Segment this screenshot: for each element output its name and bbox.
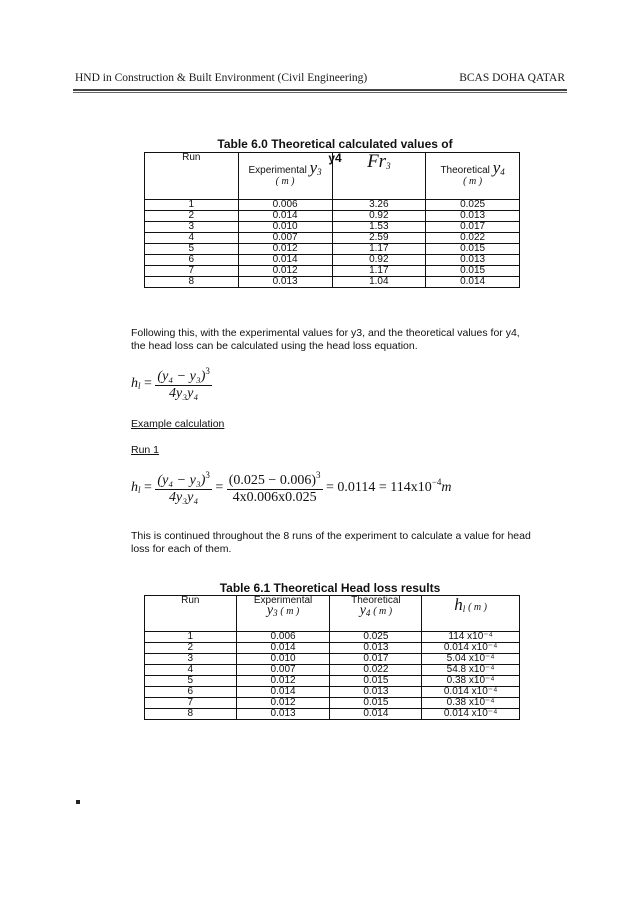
eq1-denominator: 4y₃y₄: [169, 386, 199, 401]
eq1-fraction: [155, 366, 211, 402]
table-cell: 0.012: [236, 676, 330, 687]
table1-theo-subscript: 4: [500, 167, 505, 177]
eq1-exponent: 3: [205, 366, 210, 376]
paragraph-continuation: This is continued throughout the 8 runs of the experiment to calculate a value for head loss for each of them.: [131, 530, 531, 555]
eq2-lhs-sub: l: [138, 485, 141, 496]
table2-theo-label: Theoretical: [351, 595, 401, 606]
table-row: [145, 244, 520, 255]
table-cell: 0.013: [426, 211, 520, 222]
table1-run-label: Run: [182, 152, 201, 163]
table-row: [145, 698, 520, 709]
table1-theo-unit: ( m ): [463, 176, 483, 187]
table-cell: 5: [145, 676, 237, 687]
table-row: [145, 211, 520, 222]
table-cell: 0.012: [238, 244, 332, 255]
table-row: [145, 643, 520, 654]
table-cell: 1: [145, 200, 239, 211]
table-cell: 8: [145, 709, 237, 720]
header-rule-thick: [73, 89, 567, 91]
table2: [144, 595, 520, 720]
table2-hl-unit: ( m ): [468, 602, 487, 613]
table-cell: 0.015: [330, 698, 422, 709]
table1-theo-symbol: y: [492, 158, 501, 177]
example-calculation-label: Example calculation: [131, 418, 225, 430]
table-cell: 2: [145, 211, 239, 222]
table-cell: 0.013: [330, 687, 422, 698]
eq2-result-exponent: −4: [431, 477, 442, 488]
bullet-marker: [76, 800, 80, 804]
table1-exp-subscript: 3: [317, 167, 322, 177]
table-cell: 0.014 x10⁻⁴: [422, 687, 520, 698]
table1-header-fr: [332, 153, 426, 200]
table-cell: 0.015: [426, 266, 520, 277]
table-cell: 0.013: [238, 277, 332, 288]
eq2-num-numerator: (0.025 − 0.006): [228, 473, 316, 488]
table-row: [145, 687, 520, 698]
head-loss-equation: $h_l$ = $\frac{(y_4 - y_3)^3}{\text{4y₃y₄}}$: [131, 366, 210, 401]
table-cell: 0.007: [236, 665, 330, 676]
eq2-numeric-fraction: [227, 470, 323, 506]
table-cell: 0.015: [426, 244, 520, 255]
table-row: [145, 665, 520, 676]
table-cell: 0.010: [236, 654, 330, 665]
table-cell: 2.59: [332, 233, 426, 244]
table-row: [145, 200, 520, 211]
table-row: [145, 222, 520, 233]
eq2-num-exponent: 3: [316, 470, 321, 480]
table-cell: 54.8 x10⁻⁴: [422, 665, 520, 676]
table1-theo-label: Theoretical: [440, 165, 490, 176]
table-cell: 1.17: [332, 266, 426, 277]
table-cell: 0.007: [238, 233, 332, 244]
header-institution: BCAS DOHA QATAR: [459, 72, 565, 84]
table-row: [145, 255, 520, 266]
table-cell: 0.012: [238, 266, 332, 277]
table-cell: 4: [145, 233, 239, 244]
table1-fr-symbol: Fr: [367, 151, 387, 172]
table-row: [145, 233, 520, 244]
paragraph-intro: Following this, with the experimental values for y3, and the theoretical values for y4, the head loss can be calculated using the head loss equation.: [131, 327, 520, 352]
table-cell: 0.014 x10⁻⁴: [422, 709, 520, 720]
table-cell: 8: [145, 277, 239, 288]
table-cell: 3: [145, 654, 237, 665]
table-cell: 6: [145, 255, 239, 266]
table2-caption: Table 6.1 Theoretical Head loss results: [219, 581, 441, 595]
table1-header-exp: [238, 153, 332, 200]
table-cell: 0.025: [330, 632, 422, 643]
table-cell: 0.010: [238, 222, 332, 233]
eq2-result: = 0.0114 = 114x10: [326, 480, 432, 496]
table-cell: 3: [145, 222, 239, 233]
table1-fr-subscript: 3: [386, 161, 391, 171]
table2-exp-symbol: y: [266, 603, 274, 618]
table-cell: 0.014: [238, 255, 332, 266]
page-header: [75, 72, 565, 90]
table-cell: 0.014: [236, 643, 330, 654]
eq2-lhs: h: [131, 480, 138, 496]
table2-exp-unit: ( m ): [280, 606, 300, 617]
table-cell: 0.025: [426, 200, 520, 211]
table-cell: 5.04 x10⁻⁴: [422, 654, 520, 665]
eq2-result-unit: m: [441, 480, 452, 496]
table-cell: 0.38 x10⁻⁴: [422, 676, 520, 687]
table2-exp-label: Experimental: [253, 595, 313, 606]
table2-hl-symbol: h: [454, 595, 463, 614]
eq2-num-denominator: 4x0.006x0.025: [232, 490, 317, 505]
table-cell: 0.92: [332, 211, 426, 222]
eq2-symbolic-fraction: [155, 470, 211, 506]
table-cell: 0.014: [236, 687, 330, 698]
table-cell: 3.26: [332, 200, 426, 211]
header-rule-thin: [73, 92, 567, 93]
table-cell: 5: [145, 244, 239, 255]
table-cell: 0.022: [426, 233, 520, 244]
table-cell: 0.012: [236, 698, 330, 709]
table-cell: 0.015: [330, 676, 422, 687]
table-row: [145, 709, 520, 720]
table-cell: 7: [145, 698, 237, 709]
table-cell: 0.006: [238, 200, 332, 211]
table1-header-theo: [426, 153, 520, 200]
eq1-lhs: h: [131, 376, 138, 392]
table-cell: 0.38 x10⁻⁴: [422, 698, 520, 709]
table-row: [145, 632, 520, 643]
table1-exp-unit: ( m ): [275, 176, 295, 187]
table-cell: 0.013: [426, 255, 520, 266]
table-cell: 1.53: [332, 222, 426, 233]
table1-exp-symbol: y: [309, 158, 318, 177]
table2-theo-symbol: y: [359, 603, 366, 618]
table-cell: 0.014 x10⁻⁴: [422, 643, 520, 654]
table-cell: 0.017: [426, 222, 520, 233]
table-cell: 0.014: [238, 211, 332, 222]
table-cell: 0.013: [236, 709, 330, 720]
table2-run-label: Run: [181, 595, 200, 606]
eq1-numerator: (y₄ − y₃): [157, 369, 206, 384]
table1-exp-label: Experimental: [248, 165, 307, 176]
table2-exp-subscript: 3: [273, 608, 278, 618]
eq2-sym-exponent: 3: [205, 470, 210, 480]
header-course-title: HND in Construction & Built Environment (Civil Engineering): [75, 72, 368, 84]
table-cell: 0.014: [330, 709, 422, 720]
table-cell: 4: [145, 665, 237, 676]
table1-header-run: [145, 153, 239, 200]
table-cell: 7: [145, 266, 239, 277]
table-cell: 0.017: [330, 654, 422, 665]
table-cell: 1.17: [332, 244, 426, 255]
table-cell: 0.006: [236, 632, 330, 643]
table-cell: 1: [145, 632, 237, 643]
table-cell: 1.04: [332, 277, 426, 288]
table-cell: 6: [145, 687, 237, 698]
table2-header-exp: [236, 596, 330, 632]
table-row: [145, 266, 520, 277]
eq2-sym-denominator: 4y₃y₄: [169, 490, 199, 505]
table-cell: 2: [145, 643, 237, 654]
table-cell: 0.013: [330, 643, 422, 654]
table1-caption: Table 6.0 Theoretical calculated values of y4: [217, 137, 453, 165]
table-cell: 0.022: [330, 665, 422, 676]
run1-equation: $h_l$ = $\frac{(y_4 - y_3)^3}{\text{4y₃y₄}}$ = $\frac{(0.025 - 0.006)^3}{4x0.006x0.025}$ = $0.0114 = 114x10^{-4}m$: [131, 470, 452, 505]
table2-theo-unit: ( m ): [373, 606, 393, 617]
table-cell: 0.92: [332, 255, 426, 266]
run1-label: Run 1: [131, 444, 160, 456]
eq1-lhs-sub: l: [138, 381, 141, 392]
table2-theo-subscript: 4: [365, 608, 371, 618]
table2-header-theo: [330, 596, 422, 632]
table-row: [145, 676, 520, 687]
table-row: [145, 277, 520, 288]
table1: [144, 152, 520, 288]
table-row: [145, 654, 520, 665]
table2-hl-subscript: l: [462, 604, 466, 614]
table2-header-run: [145, 596, 237, 632]
table-cell: 114 x10⁻⁴: [422, 632, 520, 643]
table2-header-headloss: [422, 596, 520, 632]
table-cell: 0.014: [426, 277, 520, 288]
eq2-sym-numerator: (y₄ − y₃): [157, 473, 206, 488]
